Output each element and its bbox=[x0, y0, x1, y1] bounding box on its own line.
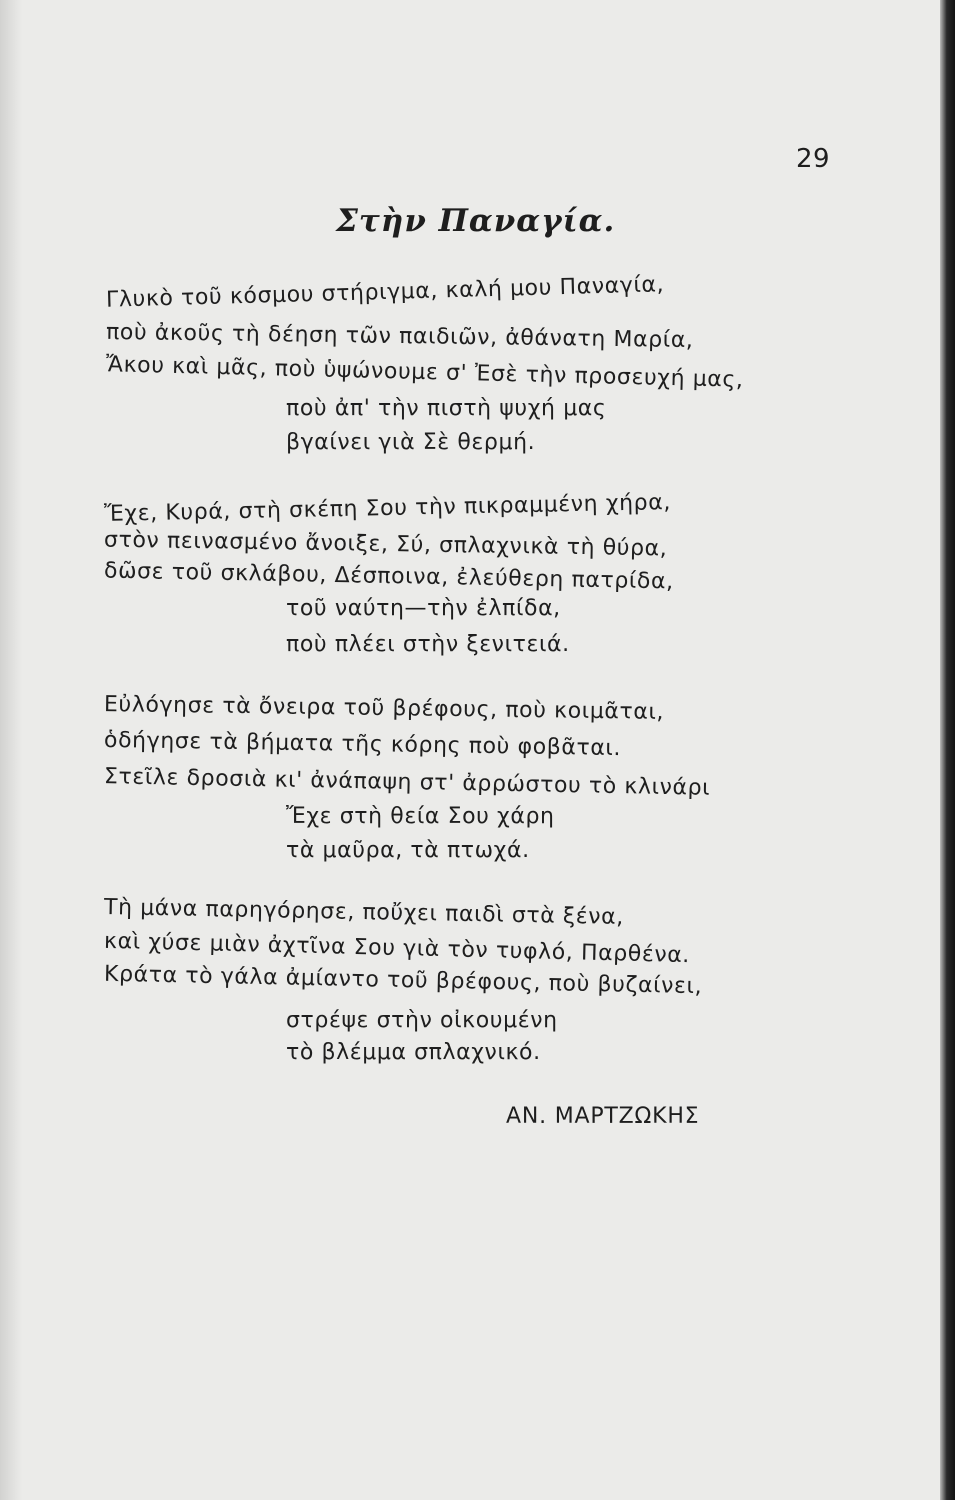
poem-line: τοῦ ναύτη—τὴν ἐλπίδα, bbox=[286, 596, 561, 621]
poem-line: Εὐλόγησε τὰ ὄνειρα τοῦ βρέφους, ποὺ κοιμᾶται, bbox=[103, 692, 665, 725]
poem-line: ποὺ πλέει στὴν ξενιτειά. bbox=[286, 632, 570, 657]
poem-line: στρέψε στὴν οἰκουμένη bbox=[286, 1008, 558, 1033]
poem-line: τὸ βλέμμα σπλαχνικό. bbox=[286, 1040, 541, 1065]
poem-line: Γλυκὸ τοῦ κόσμου στήριγμα, καλή μου Παναγία, bbox=[105, 272, 665, 313]
author-signature: ΑΝ. ΜΑΡΤΖΩΚΗΣ bbox=[506, 1104, 700, 1129]
poem-line: δῶσε τοῦ σκλάβου, Δέσποινα, ἐλεύθερη πατρίδα, bbox=[103, 558, 674, 595]
poem-title: Στὴν Παναγία. bbox=[336, 203, 616, 239]
poem-line: Στεῖλε δροσιὰ κι' ἀνάπαψη στ' ἀρρώστου τὸ κλινάρι bbox=[103, 764, 711, 801]
poem-line: ποὺ ἀκοῦς τὴ δέηση τῶν παιδιῶν, ἀθάνατη Μαρία, bbox=[105, 319, 694, 354]
poem-line: καὶ χύσε μιὰν ἀχτῖνα Σου γιὰ τὸν τυφλό, Παρθένα. bbox=[103, 928, 691, 969]
page-edge-shadow bbox=[940, 0, 955, 1500]
poem-line: Ἔχε στὴ θεία Σου χάρη bbox=[286, 804, 555, 829]
page-number: 29 bbox=[796, 144, 831, 174]
poem-line: Κράτα τὸ γάλα ἀμίαντο τοῦ βρέφους, ποὺ βυζαίνει, bbox=[103, 961, 703, 1000]
poem-line: ποὺ ἀπ' τὴν πιστὴ ψυχή μας bbox=[286, 396, 607, 421]
poem-line: ὁδήγησε τὰ βήματα τῆς κόρης ποὺ φοβᾶται. bbox=[103, 727, 622, 762]
poem-line: βγαίνει γιὰ Σὲ θερμή. bbox=[286, 430, 536, 455]
page-shading bbox=[0, 0, 22, 1500]
poem-line: Ἔχε, Κυρά, στὴ σκέπη Σου τὴν πικραμμένη χήρα, bbox=[103, 490, 672, 527]
poem-line: στὸν πεινασμένο ἄνοιξε, Σύ, σπλαχνικὰ τὴ θύρα, bbox=[103, 527, 668, 562]
poem-line: τὰ μαῦρα, τὰ πτωχά. bbox=[286, 838, 530, 863]
poem-line: Τὴ μάνα παρηγόρησε, ποὔχει παιδὶ στὰ ξένα, bbox=[103, 895, 625, 930]
poem-line: Ἄκου καὶ μᾶς, ποὺ ὑψώνουμε σ' Ἐσὲ τὴν προσευχή μας, bbox=[105, 352, 744, 393]
